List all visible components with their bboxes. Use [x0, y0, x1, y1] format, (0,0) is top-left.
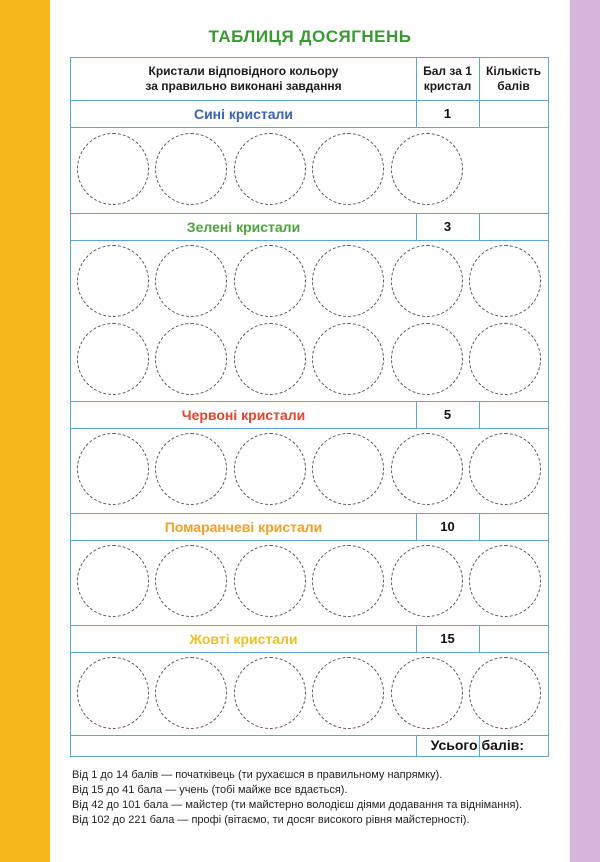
- green-crystal-slot[interactable]: [469, 245, 541, 317]
- header-crystals-line2: за правильно виконані завдання: [145, 79, 342, 93]
- page-title: ТАБЛИЦЯ ДОСЯГНЕНЬ: [208, 27, 412, 46]
- yellow-crystal-slot[interactable]: [391, 657, 463, 729]
- green-crystals-points: 3: [443, 219, 452, 234]
- green-crystal-slot[interactable]: [312, 323, 384, 395]
- table-divider: [71, 625, 548, 626]
- table-divider: [479, 513, 480, 540]
- header-points-line1: Бал за 1: [423, 64, 472, 78]
- red-crystals-points: 5: [443, 407, 452, 422]
- red-crystal-slot[interactable]: [391, 433, 463, 505]
- green-crystal-slot[interactable]: [234, 245, 306, 317]
- green-crystal-slot[interactable]: [391, 323, 463, 395]
- header-points-line2: кристал: [423, 79, 472, 93]
- yellow-crystals-label: Жовті кристали: [189, 630, 298, 647]
- green-crystal-slot[interactable]: [155, 245, 227, 317]
- table-divider: [71, 513, 548, 514]
- header-crystals-cell: [71, 58, 416, 100]
- blue-crystal-slot[interactable]: [77, 133, 149, 205]
- green-crystal-slot[interactable]: [234, 323, 306, 395]
- legend-line-pro: Від 102 до 221 бала — профі (вітаємо, ти досяг високого рівня майстерності).: [72, 814, 470, 826]
- header-points-per-crystal-cell: [416, 58, 479, 100]
- header-score-line2: балів: [497, 79, 530, 93]
- legend-line-beginner: Від 1 до 14 балів — початківець (ти рухаєшся в правильному напрямку).: [72, 769, 443, 781]
- table-divider: [479, 213, 480, 240]
- orange-crystals-label: Помаранчеві кристали: [164, 518, 323, 535]
- header-score-count-cell: [479, 58, 548, 100]
- table-divider: [416, 513, 417, 540]
- red-crystal-slot[interactable]: [234, 433, 306, 505]
- green-crystals-label: Зелені кристали: [186, 218, 301, 235]
- yellow-crystal-slot[interactable]: [77, 657, 149, 729]
- legend-line-student: Від 15 до 41 бала — учень (тобі майже все вдається).: [72, 784, 348, 796]
- yellow-crystal-slot[interactable]: [312, 657, 384, 729]
- table-divider: [416, 625, 417, 652]
- green-crystal-slot[interactable]: [312, 245, 384, 317]
- table-divider: [416, 58, 417, 100]
- blue-crystal-slot[interactable]: [234, 133, 306, 205]
- score-legend: [72, 768, 522, 828]
- table-divider: [416, 401, 417, 428]
- table-divider: [416, 213, 417, 240]
- table-divider: [71, 540, 548, 541]
- orange-crystal-slot[interactable]: [77, 545, 149, 617]
- red-crystal-slot[interactable]: [77, 433, 149, 505]
- green-crystal-slot[interactable]: [77, 245, 149, 317]
- yellow-crystal-slot[interactable]: [469, 657, 541, 729]
- red-crystals-label: Червоні кристали: [181, 406, 306, 423]
- green-crystal-slot[interactable]: [77, 323, 149, 395]
- table-divider: [479, 401, 480, 428]
- header-score-line1: Кількість: [486, 64, 541, 78]
- red-crystal-slot[interactable]: [155, 433, 227, 505]
- orange-crystal-slot[interactable]: [312, 545, 384, 617]
- blue-crystals-score-field[interactable]: [479, 100, 548, 127]
- yellow-crystal-slot[interactable]: [155, 657, 227, 729]
- table-divider: [71, 100, 548, 101]
- yellow-crystals-points: 15: [440, 631, 455, 646]
- table-divider: [71, 127, 548, 128]
- green-crystal-slot[interactable]: [469, 323, 541, 395]
- table-divider: [71, 401, 548, 402]
- blue-crystals-points: 1: [443, 106, 452, 121]
- left-decorative-stripe: [0, 0, 50, 862]
- total-score-label: Усього балів:: [430, 737, 524, 753]
- blue-crystal-slot[interactable]: [391, 133, 463, 205]
- legend-line-master: Від 42 до 101 бала — майстер (ти майстерно володієш діями додавання та віднімання).: [72, 799, 523, 811]
- right-decorative-stripe: [570, 0, 600, 862]
- yellow-crystal-slot[interactable]: [234, 657, 306, 729]
- green-crystal-slot[interactable]: [391, 245, 463, 317]
- table-divider: [71, 240, 548, 241]
- green-crystal-slot[interactable]: [155, 323, 227, 395]
- header-crystals-line1: Кристали відповідного кольору: [148, 64, 339, 78]
- red-crystal-slot[interactable]: [312, 433, 384, 505]
- table-divider: [71, 652, 548, 653]
- blue-crystals-label: Сині кристали: [193, 105, 294, 122]
- red-crystals-score-field[interactable]: [479, 401, 548, 428]
- orange-crystals-points: 10: [440, 519, 455, 534]
- orange-crystal-slot[interactable]: [234, 545, 306, 617]
- green-crystals-score-field[interactable]: [479, 213, 548, 240]
- orange-crystals-score-field[interactable]: [479, 513, 548, 540]
- orange-crystal-slot[interactable]: [391, 545, 463, 617]
- table-divider: [479, 58, 480, 100]
- yellow-crystals-score-field[interactable]: [479, 625, 548, 652]
- table-divider: [71, 213, 548, 214]
- blue-crystal-slot[interactable]: [312, 133, 384, 205]
- table-divider: [479, 625, 480, 652]
- table-divider: [71, 428, 548, 429]
- table-divider: [416, 735, 417, 756]
- orange-crystal-slot[interactable]: [469, 545, 541, 617]
- achievements-table: [70, 57, 549, 757]
- table-divider: [71, 735, 548, 736]
- blue-crystal-slot[interactable]: [155, 133, 227, 205]
- orange-crystal-slot[interactable]: [155, 545, 227, 617]
- red-crystal-slot[interactable]: [469, 433, 541, 505]
